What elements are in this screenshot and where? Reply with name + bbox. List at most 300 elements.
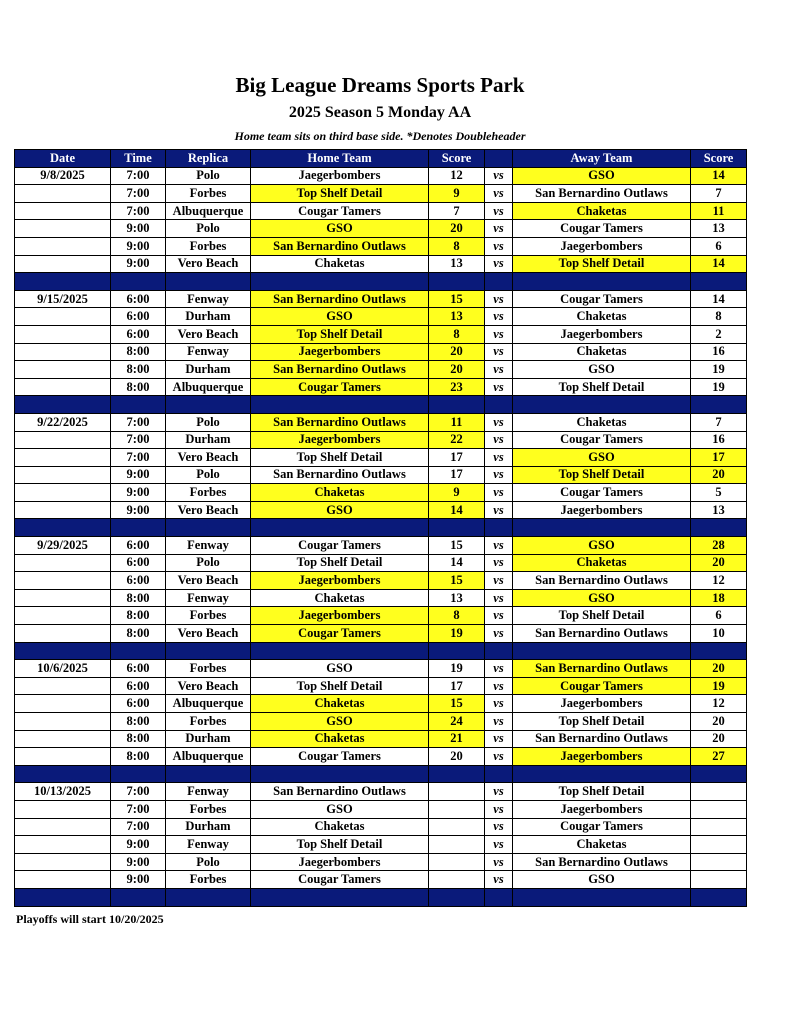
home-team-cell: Chaketas: [251, 255, 429, 273]
date-cell: [15, 343, 111, 361]
home-score-cell: 15: [429, 572, 485, 590]
vs-cell: vs: [485, 660, 513, 678]
separator-cell: [111, 888, 166, 906]
home-score-cell: 14: [429, 554, 485, 572]
replica-cell: Vero Beach: [166, 501, 251, 519]
date-cell: [15, 255, 111, 273]
away-score-cell: 8: [691, 308, 747, 326]
table-row: [15, 431, 747, 449]
vs-cell: vs: [485, 220, 513, 238]
table-row: [15, 871, 747, 889]
home-team-cell: Chaketas: [251, 695, 429, 713]
separator-cell: [485, 396, 513, 414]
date-cell: 10/6/2025: [15, 660, 111, 678]
vs-cell: vs: [485, 167, 513, 185]
separator-cell: [251, 765, 429, 783]
table-row: [15, 625, 747, 643]
separator-cell: [429, 396, 485, 414]
home-score-cell: 11: [429, 413, 485, 431]
separator-cell: [513, 642, 691, 660]
away-score-cell: 16: [691, 431, 747, 449]
replica-cell: Polo: [166, 167, 251, 185]
separator-cell: [429, 273, 485, 291]
away-team-cell: Chaketas: [513, 413, 691, 431]
col-time: Time: [111, 150, 166, 168]
home-score-cell: 9: [429, 484, 485, 502]
home-team-cell: Chaketas: [251, 484, 429, 502]
time-cell: 9:00: [111, 220, 166, 238]
table-row: [15, 378, 747, 396]
home-score-cell: 17: [429, 449, 485, 467]
vs-cell: vs: [485, 572, 513, 590]
time-cell: 7:00: [111, 449, 166, 467]
away-team-cell: Chaketas: [513, 343, 691, 361]
replica-cell: Vero Beach: [166, 572, 251, 590]
separator-cell: [691, 519, 747, 537]
replica-cell: Forbes: [166, 484, 251, 502]
replica-cell: Forbes: [166, 713, 251, 731]
away-score-cell: 13: [691, 220, 747, 238]
away-team-cell: Cougar Tamers: [513, 677, 691, 695]
home-team-cell: GSO: [251, 220, 429, 238]
replica-cell: Vero Beach: [166, 625, 251, 643]
home-score-cell: 17: [429, 466, 485, 484]
home-score-cell: [429, 783, 485, 801]
date-cell: [15, 308, 111, 326]
replica-cell: Durham: [166, 818, 251, 836]
away-score-cell: [691, 783, 747, 801]
home-score-cell: 20: [429, 220, 485, 238]
week-separator-row: [15, 642, 747, 660]
separator-cell: [15, 765, 111, 783]
away-score-cell: 20: [691, 730, 747, 748]
separator-cell: [15, 273, 111, 291]
separator-cell: [111, 642, 166, 660]
replica-cell: Fenway: [166, 783, 251, 801]
table-row: [15, 677, 747, 695]
home-team-cell: Cougar Tamers: [251, 378, 429, 396]
home-score-cell: 24: [429, 713, 485, 731]
away-team-cell: Jaegerbombers: [513, 748, 691, 766]
time-cell: 8:00: [111, 730, 166, 748]
home-team-cell: San Bernardino Outlaws: [251, 361, 429, 379]
away-score-cell: 20: [691, 554, 747, 572]
away-team-cell: GSO: [513, 589, 691, 607]
vs-cell: vs: [485, 325, 513, 343]
vs-cell: vs: [485, 695, 513, 713]
vs-cell: vs: [485, 554, 513, 572]
schedule-note: Home team sits on third base side. *Denotes Doubleheader: [234, 129, 526, 143]
separator-cell: [166, 273, 251, 291]
vs-cell: vs: [485, 501, 513, 519]
vs-cell: vs: [485, 466, 513, 484]
time-cell: 8:00: [111, 607, 166, 625]
separator-cell: [691, 765, 747, 783]
away-score-cell: 19: [691, 677, 747, 695]
table-row: [15, 853, 747, 871]
time-cell: 9:00: [111, 466, 166, 484]
time-cell: 9:00: [111, 853, 166, 871]
home-team-cell: Cougar Tamers: [251, 202, 429, 220]
home-score-cell: 17: [429, 677, 485, 695]
home-score-cell: 22: [429, 431, 485, 449]
away-score-cell: 2: [691, 325, 747, 343]
week-separator-row: [15, 888, 747, 906]
away-score-cell: 14: [691, 255, 747, 273]
date-cell: [15, 589, 111, 607]
away-team-cell: Jaegerbombers: [513, 237, 691, 255]
table-row: [15, 343, 747, 361]
separator-cell: [166, 888, 251, 906]
date-cell: [15, 730, 111, 748]
week-separator-row: [15, 396, 747, 414]
separator-cell: [111, 396, 166, 414]
table-row: [15, 449, 747, 467]
table-header-row: [15, 150, 747, 168]
away-team-cell: GSO: [513, 871, 691, 889]
home-score-cell: [429, 800, 485, 818]
home-team-cell: Jaegerbombers: [251, 431, 429, 449]
table-row: [15, 730, 747, 748]
time-cell: 8:00: [111, 361, 166, 379]
away-team-cell: GSO: [513, 449, 691, 467]
separator-cell: [111, 765, 166, 783]
replica-cell: Forbes: [166, 800, 251, 818]
home-team-cell: San Bernardino Outlaws: [251, 237, 429, 255]
table-row: [15, 185, 747, 203]
vs-cell: vs: [485, 748, 513, 766]
separator-cell: [513, 888, 691, 906]
away-team-cell: Cougar Tamers: [513, 290, 691, 308]
home-team-cell: Top Shelf Detail: [251, 449, 429, 467]
home-score-cell: 21: [429, 730, 485, 748]
home-team-cell: Chaketas: [251, 589, 429, 607]
replica-cell: Durham: [166, 730, 251, 748]
date-cell: [15, 713, 111, 731]
vs-cell: vs: [485, 185, 513, 203]
home-team-cell: Cougar Tamers: [251, 625, 429, 643]
table-row: [15, 836, 747, 854]
page-subtitle: 2025 Season 5 Monday AA: [288, 104, 472, 121]
date-cell: [15, 466, 111, 484]
time-cell: 8:00: [111, 625, 166, 643]
away-team-cell: Top Shelf Detail: [513, 713, 691, 731]
table-row: [15, 501, 747, 519]
away-score-cell: [691, 853, 747, 871]
away-score-cell: 6: [691, 607, 747, 625]
time-cell: 9:00: [111, 871, 166, 889]
away-team-cell: Cougar Tamers: [513, 818, 691, 836]
date-cell: [15, 871, 111, 889]
separator-cell: [15, 396, 111, 414]
home-team-cell: Cougar Tamers: [251, 748, 429, 766]
date-cell: [15, 836, 111, 854]
replica-cell: Polo: [166, 220, 251, 238]
home-team-cell: Top Shelf Detail: [251, 325, 429, 343]
replica-cell: Albuquerque: [166, 378, 251, 396]
schedule-body: [15, 167, 747, 906]
home-team-cell: Cougar Tamers: [251, 871, 429, 889]
time-cell: 6:00: [111, 537, 166, 555]
separator-cell: [513, 765, 691, 783]
separator-cell: [691, 888, 747, 906]
vs-cell: vs: [485, 413, 513, 431]
replica-cell: Vero Beach: [166, 677, 251, 695]
home-score-cell: 14: [429, 501, 485, 519]
time-cell: 7:00: [111, 783, 166, 801]
home-team-cell: GSO: [251, 660, 429, 678]
replica-cell: Fenway: [166, 290, 251, 308]
vs-cell: vs: [485, 361, 513, 379]
vs-cell: vs: [485, 449, 513, 467]
home-team-cell: Top Shelf Detail: [251, 554, 429, 572]
away-score-cell: 17: [691, 449, 747, 467]
time-cell: 8:00: [111, 713, 166, 731]
date-cell: [15, 449, 111, 467]
table-row: [15, 202, 747, 220]
home-score-cell: 20: [429, 343, 485, 361]
home-team-cell: Chaketas: [251, 730, 429, 748]
away-team-cell: San Bernardino Outlaws: [513, 730, 691, 748]
date-cell: [15, 185, 111, 203]
replica-cell: Forbes: [166, 607, 251, 625]
time-cell: 7:00: [111, 167, 166, 185]
time-cell: 7:00: [111, 413, 166, 431]
date-cell: [15, 237, 111, 255]
time-cell: 9:00: [111, 836, 166, 854]
time-cell: 6:00: [111, 308, 166, 326]
vs-cell: vs: [485, 853, 513, 871]
home-team-cell: San Bernardino Outlaws: [251, 290, 429, 308]
separator-cell: [15, 888, 111, 906]
away-team-cell: Cougar Tamers: [513, 220, 691, 238]
page-title: Big League Dreams Sports Park: [235, 73, 525, 97]
away-score-cell: [691, 871, 747, 889]
home-team-cell: Top Shelf Detail: [251, 677, 429, 695]
time-cell: 7:00: [111, 818, 166, 836]
table-row: [15, 713, 747, 731]
replica-cell: Vero Beach: [166, 255, 251, 273]
time-cell: 7:00: [111, 202, 166, 220]
separator-cell: [429, 642, 485, 660]
home-score-cell: 8: [429, 607, 485, 625]
col-replica: Replica: [166, 150, 251, 168]
away-team-cell: Top Shelf Detail: [513, 255, 691, 273]
separator-cell: [166, 765, 251, 783]
separator-cell: [429, 519, 485, 537]
table-row: [15, 413, 747, 431]
home-score-cell: 13: [429, 589, 485, 607]
separator-cell: [166, 396, 251, 414]
home-score-cell: 20: [429, 361, 485, 379]
home-team-cell: Jaegerbombers: [251, 343, 429, 361]
date-cell: [15, 501, 111, 519]
vs-cell: vs: [485, 871, 513, 889]
home-score-cell: 19: [429, 660, 485, 678]
home-team-cell: San Bernardino Outlaws: [251, 466, 429, 484]
home-team-cell: GSO: [251, 800, 429, 818]
time-cell: 6:00: [111, 290, 166, 308]
date-cell: [15, 202, 111, 220]
week-separator-row: [15, 519, 747, 537]
replica-cell: Forbes: [166, 185, 251, 203]
away-score-cell: 6: [691, 237, 747, 255]
home-team-cell: GSO: [251, 713, 429, 731]
home-score-cell: [429, 871, 485, 889]
time-cell: 6:00: [111, 677, 166, 695]
home-score-cell: 7: [429, 202, 485, 220]
away-team-cell: Jaegerbombers: [513, 325, 691, 343]
vs-cell: vs: [485, 202, 513, 220]
separator-cell: [166, 642, 251, 660]
table-row: [15, 783, 747, 801]
away-score-cell: 12: [691, 572, 747, 590]
away-team-cell: Cougar Tamers: [513, 431, 691, 449]
home-team-cell: GSO: [251, 308, 429, 326]
week-separator-row: [15, 273, 747, 291]
away-score-cell: 11: [691, 202, 747, 220]
replica-cell: Fenway: [166, 537, 251, 555]
table-row: [15, 290, 747, 308]
replica-cell: Polo: [166, 554, 251, 572]
date-cell: 9/29/2025: [15, 537, 111, 555]
home-score-cell: 20: [429, 748, 485, 766]
away-score-cell: 10: [691, 625, 747, 643]
replica-cell: Polo: [166, 413, 251, 431]
away-score-cell: 16: [691, 343, 747, 361]
home-score-cell: [429, 853, 485, 871]
home-team-cell: Jaegerbombers: [251, 607, 429, 625]
table-row: [15, 466, 747, 484]
home-score-cell: [429, 818, 485, 836]
date-cell: [15, 220, 111, 238]
table-row: [15, 589, 747, 607]
time-cell: 7:00: [111, 800, 166, 818]
vs-cell: vs: [485, 255, 513, 273]
home-team-cell: GSO: [251, 501, 429, 519]
away-team-cell: San Bernardino Outlaws: [513, 625, 691, 643]
table-row: [15, 308, 747, 326]
vs-cell: vs: [485, 818, 513, 836]
away-team-cell: San Bernardino Outlaws: [513, 572, 691, 590]
vs-cell: vs: [485, 730, 513, 748]
separator-cell: [251, 273, 429, 291]
vs-cell: vs: [485, 625, 513, 643]
vs-cell: vs: [485, 343, 513, 361]
vs-cell: vs: [485, 537, 513, 555]
separator-cell: [485, 765, 513, 783]
replica-cell: Durham: [166, 431, 251, 449]
separator-cell: [15, 519, 111, 537]
time-cell: 8:00: [111, 343, 166, 361]
replica-cell: Vero Beach: [166, 449, 251, 467]
away-score-cell: 19: [691, 361, 747, 379]
date-cell: [15, 378, 111, 396]
table-row: [15, 607, 747, 625]
table-row: [15, 325, 747, 343]
separator-cell: [429, 888, 485, 906]
col-home-team: Home Team: [251, 150, 429, 168]
separator-cell: [111, 519, 166, 537]
home-team-cell: Jaegerbombers: [251, 853, 429, 871]
separator-cell: [251, 396, 429, 414]
away-score-cell: 14: [691, 167, 747, 185]
playoffs-note: Playoffs will start 10/20/2025: [16, 912, 164, 926]
replica-cell: Fenway: [166, 343, 251, 361]
replica-cell: Albuquerque: [166, 748, 251, 766]
table-row: [15, 572, 747, 590]
replica-cell: Fenway: [166, 589, 251, 607]
away-score-cell: 14: [691, 290, 747, 308]
home-score-cell: 19: [429, 625, 485, 643]
time-cell: 7:00: [111, 185, 166, 203]
replica-cell: Vero Beach: [166, 325, 251, 343]
home-score-cell: [429, 836, 485, 854]
away-score-cell: 28: [691, 537, 747, 555]
away-team-cell: San Bernardino Outlaws: [513, 853, 691, 871]
home-team-cell: Jaegerbombers: [251, 572, 429, 590]
separator-cell: [691, 396, 747, 414]
home-score-cell: 15: [429, 290, 485, 308]
home-team-cell: Top Shelf Detail: [251, 185, 429, 203]
home-score-cell: 15: [429, 695, 485, 713]
replica-cell: Durham: [166, 361, 251, 379]
table-row: [15, 554, 747, 572]
date-cell: [15, 748, 111, 766]
time-cell: 8:00: [111, 589, 166, 607]
away-team-cell: GSO: [513, 167, 691, 185]
separator-cell: [251, 642, 429, 660]
away-team-cell: Chaketas: [513, 308, 691, 326]
vs-cell: vs: [485, 836, 513, 854]
time-cell: 6:00: [111, 660, 166, 678]
away-team-cell: San Bernardino Outlaws: [513, 185, 691, 203]
vs-cell: vs: [485, 308, 513, 326]
date-cell: [15, 695, 111, 713]
away-score-cell: 7: [691, 413, 747, 431]
home-team-cell: San Bernardino Outlaws: [251, 413, 429, 431]
away-team-cell: Chaketas: [513, 202, 691, 220]
date-cell: [15, 677, 111, 695]
separator-cell: [15, 642, 111, 660]
time-cell: 8:00: [111, 378, 166, 396]
separator-cell: [485, 642, 513, 660]
table-row: [15, 484, 747, 502]
col-away-team: Away Team: [513, 150, 691, 168]
separator-cell: [513, 273, 691, 291]
away-team-cell: GSO: [513, 361, 691, 379]
replica-cell: Polo: [166, 466, 251, 484]
table-row: [15, 660, 747, 678]
date-cell: [15, 818, 111, 836]
separator-cell: [691, 273, 747, 291]
away-score-cell: 20: [691, 660, 747, 678]
table-row: [15, 800, 747, 818]
away-team-cell: Chaketas: [513, 554, 691, 572]
time-cell: 6:00: [111, 695, 166, 713]
away-score-cell: 18: [691, 589, 747, 607]
time-cell: 9:00: [111, 484, 166, 502]
date-cell: [15, 484, 111, 502]
separator-cell: [251, 519, 429, 537]
home-score-cell: 13: [429, 308, 485, 326]
time-cell: 9:00: [111, 255, 166, 273]
date-cell: 9/15/2025: [15, 290, 111, 308]
date-cell: [15, 607, 111, 625]
vs-cell: vs: [485, 290, 513, 308]
away-team-cell: Top Shelf Detail: [513, 607, 691, 625]
table-row: [15, 220, 747, 238]
